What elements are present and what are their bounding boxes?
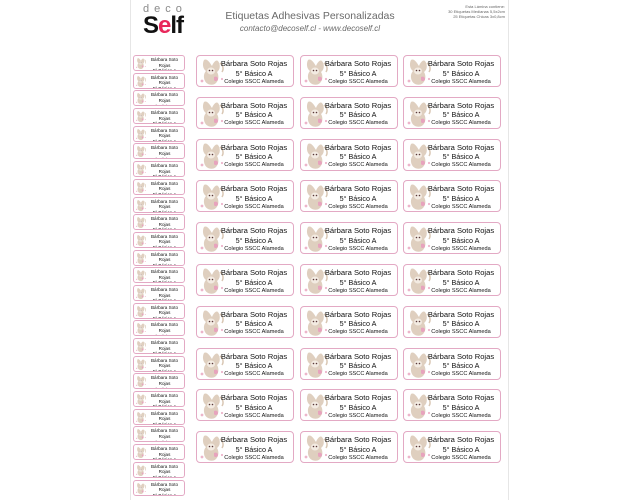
label-grade: 5° Básico A [235,193,273,203]
small-label-text [145,411,184,425]
label-name: Bárbara Soto Rojas [324,435,392,445]
small-label [133,250,185,266]
small-label-grade: 5° Básico A [152,68,177,71]
medium-label [403,55,501,87]
label-grade: 5° Básico A [235,444,273,454]
small-label-name: Bárbara Soto Rojas [150,92,179,103]
label-name: Bárbara Soto Rojas [220,393,288,403]
label-grade: 5° Básico A [442,235,480,245]
small-label-text [145,252,184,266]
small-label-name: Bárbara Soto Rojas [150,251,179,263]
medium-label [403,97,501,129]
small-label-text [145,57,184,71]
label-grade: 5° Básico A [442,402,480,412]
small-label-name: Bárbara Soto Rojas [150,286,179,298]
small-label-grade: 5° Básico A [152,421,177,425]
logo-deco-text: deco [143,3,187,15]
label-grade: 5° Básico A [442,361,480,371]
label-school: Colegio SSCC Alameda [328,203,388,210]
small-label-text [145,464,184,478]
small-label-name: Bárbara Soto Rojas [150,322,179,333]
label-name: Bárbara Soto Rojas [220,142,288,152]
small-label-grade: 5° Básico A [152,227,177,231]
small-label-name: Bárbara Soto Rojas [150,110,179,121]
label-school: Colegio SSCC Alameda [431,162,491,169]
small-label-grade: 5° Básico A [152,245,177,248]
label-grade: 5° Básico A [442,319,480,329]
small-label [133,73,185,89]
small-label-grade: 5° Básico A [152,333,177,337]
medium-label [300,139,398,171]
medium-label [403,306,501,338]
small-label [133,214,185,230]
label-name: Bárbara Soto Rojas [324,309,392,319]
label-school: Colegio SSCC Alameda [328,78,388,85]
small-label-grade: 5° Básico A [152,351,177,354]
medium-label [300,55,398,87]
medium-label [403,180,501,212]
small-label-text [145,234,184,248]
medium-label [403,264,501,296]
label-school: Colegio SSCC Alameda [224,287,284,294]
label-grade: 5° Básico A [235,68,273,78]
small-label-name: Bárbara Soto Rojas [150,74,179,86]
small-label [133,462,185,478]
small-label-text [145,75,184,89]
label-name: Bárbara Soto Rojas [324,226,392,236]
decoself-logo [143,3,203,43]
small-label-name: Bárbara Soto Rojas [150,375,179,386]
header-contact: contacto@decoself.cl - www.decoself.cl [239,24,381,33]
label-grade: 5° Básico A [442,444,480,454]
label-name: Bárbara Soto Rojas [324,59,392,68]
small-label [133,426,185,442]
label-school: Colegio SSCC Alameda [328,329,388,336]
logo-self-text: Self [143,12,184,39]
small-label-grade: 5° Básico A [152,298,177,301]
small-label [133,480,185,496]
sheet-contents-note: Esta Lámina contiene: 30 Etiquetas Medianas 5,5x2cm 25 Etiquetas Chicas 3x0,8cm [448,4,505,19]
small-label-text [145,428,184,442]
small-label [133,90,185,106]
small-label [133,444,185,460]
label-grade: 5° Básico A [339,277,377,287]
small-label-text [145,287,184,301]
small-label-grade: 5° Básico A [152,280,177,284]
small-label [133,373,185,389]
small-label [133,108,185,124]
small-label-name: Bárbara Soto Rojas [150,481,179,493]
label-school: Colegio SSCC Alameda [328,371,388,378]
small-label-grade: 5° Básico A [152,404,177,408]
medium-label [300,222,398,254]
small-label-name: Bárbara Soto Rojas [150,57,179,68]
small-label-grade: 5° Básico A [152,368,177,372]
label-name: Bárbara Soto Rojas [427,351,495,361]
small-label-text [145,393,184,407]
small-label-text [145,340,184,354]
medium-label [403,139,501,171]
label-school: Colegio SSCC Alameda [224,454,284,461]
medium-label [300,348,398,380]
medium-label [403,348,501,380]
medium-label [196,348,294,380]
medium-label [196,180,294,212]
label-grade: 5° Básico A [235,277,273,287]
medium-label [300,306,398,338]
small-label-grade: 5° Básico A [152,103,177,107]
label-name: Bárbara Soto Rojas [324,142,392,152]
label-name: Bárbara Soto Rojas [220,184,288,194]
label-grade: 5° Básico A [235,402,273,412]
label-grade: 5° Básico A [339,319,377,329]
label-name: Bárbara Soto Rojas [324,393,392,403]
label-grade: 5° Básico A [442,68,480,78]
small-label-text [145,216,184,230]
medium-label [196,431,294,463]
small-label-text [145,446,184,460]
label-school: Colegio SSCC Alameda [224,203,284,210]
label-school: Colegio SSCC Alameda [224,162,284,169]
small-label-grade: 5° Básico A [152,457,177,461]
small-label [133,285,185,301]
small-label-name: Bárbara Soto Rojas [150,410,179,422]
small-label-name: Bárbara Soto Rojas [150,340,179,351]
small-label [133,179,185,195]
label-school: Colegio SSCC Alameda [224,245,284,252]
small-label [133,126,185,142]
label-school: Colegio SSCC Alameda [431,203,491,210]
medium-label [300,180,398,212]
small-label [133,197,185,213]
label-school: Colegio SSCC Alameda [224,329,284,336]
small-label-name: Bárbara Soto Rojas [150,233,179,245]
label-name: Bárbara Soto Rojas [427,309,495,319]
small-label-grade: 5° Básico A [152,209,177,213]
medium-label [300,264,398,296]
medium-label [403,389,501,421]
small-label [133,267,185,283]
medium-label [196,264,294,296]
small-label-text [145,358,184,372]
label-grade: 5° Básico A [235,361,273,371]
medium-label [403,222,501,254]
label-name: Bárbara Soto Rojas [220,59,288,68]
small-label [133,320,185,336]
label-grade: 5° Básico A [339,361,377,371]
small-label-name: Bárbara Soto Rojas [150,163,179,174]
label-school: Colegio SSCC Alameda [224,371,284,378]
label-name: Bárbara Soto Rojas [427,184,495,194]
small-label-text [145,181,184,195]
small-label-name: Bárbara Soto Rojas [150,393,179,404]
small-label-name: Bárbara Soto Rojas [150,216,179,227]
label-school: Colegio SSCC Alameda [431,412,491,419]
label-grade: 5° Básico A [442,277,480,287]
label-name: Bárbara Soto Rojas [427,435,495,445]
label-school: Colegio SSCC Alameda [431,78,491,85]
label-name: Bárbara Soto Rojas [220,100,288,110]
label-name: Bárbara Soto Rojas [427,142,495,152]
small-label [133,143,185,159]
small-label-name: Bárbara Soto Rojas [150,127,179,139]
medium-label [196,55,294,87]
label-school: Colegio SSCC Alameda [328,412,388,419]
header-title: Etiquetas Adhesivas Personalizadas [225,10,395,22]
label-grade: 5° Básico A [339,235,377,245]
label-school: Colegio SSCC Alameda [328,162,388,169]
label-grade: 5° Básico A [339,152,377,162]
label-school: Colegio SSCC Alameda [224,78,284,85]
label-school: Colegio SSCC Alameda [328,287,388,294]
small-label-text [145,163,184,177]
label-name: Bárbara Soto Rojas [220,351,288,361]
small-label-text [145,269,184,283]
small-label-grade: 5° Básico A [152,85,177,89]
medium-label [300,389,398,421]
small-label [133,303,185,319]
label-name: Bárbara Soto Rojas [220,435,288,445]
small-label-grade: 5° Básico A [152,315,177,319]
label-name: Bárbara Soto Rojas [427,393,495,403]
small-label-text [145,199,184,213]
label-name: Bárbara Soto Rojas [427,226,495,236]
label-school: Colegio SSCC Alameda [431,329,491,336]
small-label-name: Bárbara Soto Rojas [150,357,179,369]
small-label-text [145,375,184,389]
label-school: Colegio SSCC Alameda [431,245,491,252]
small-label-grade: 5° Básico A [152,192,177,195]
label-school: Colegio SSCC Alameda [328,454,388,461]
label-school: Colegio SSCC Alameda [224,412,284,419]
label-grade: 5° Básico A [442,110,480,120]
small-label-text [145,482,184,496]
medium-label [196,306,294,338]
small-label-name: Bárbara Soto Rojas [150,428,179,440]
label-name: Bárbara Soto Rojas [427,100,495,110]
label-name: Bárbara Soto Rojas [324,268,392,277]
small-label-name: Bárbara Soto Rojas [150,446,179,457]
label-name: Bárbara Soto Rojas [324,100,392,110]
label-grade: 5° Básico A [235,235,273,245]
label-school: Colegio SSCC Alameda [431,454,491,461]
small-label-text [145,145,184,159]
label-grade: 5° Básico A [339,193,377,203]
label-name: Bárbara Soto Rojas [427,268,495,277]
label-name: Bárbara Soto Rojas [220,226,288,236]
label-grade: 5° Básico A [235,319,273,329]
small-label-grade: 5° Básico A [152,138,177,142]
small-label-text [145,92,184,106]
small-label [133,391,185,407]
small-label [133,409,185,425]
label-name: Bárbara Soto Rojas [324,184,392,194]
label-grade: 5° Básico A [339,444,377,454]
label-school: Colegio SSCC Alameda [328,245,388,252]
small-label-name: Bárbara Soto Rojas [150,463,179,475]
label-grade: 5° Básico A [339,402,377,412]
small-label-name: Bárbara Soto Rojas [150,198,179,210]
small-label [133,55,185,71]
medium-label [196,389,294,421]
small-labels-column [133,55,185,497]
label-school: Colegio SSCC Alameda [431,371,491,378]
medium-label [300,97,398,129]
small-label-name: Bárbara Soto Rojas [150,269,179,280]
small-label-text [145,305,184,319]
small-label-grade: 5° Básico A [152,262,177,266]
small-label-text [145,128,184,142]
small-label [133,232,185,248]
small-label-grade: 5° Básico A [152,121,177,125]
small-label-grade: 5° Básico A [152,475,177,478]
label-name: Bárbara Soto Rojas [324,351,392,361]
small-label-grade: 5° Básico A [152,174,177,178]
medium-label [403,431,501,463]
small-label-grade: 5° Básico A [152,492,177,496]
small-label-text [145,322,184,336]
small-label-text [145,110,184,124]
label-school: Colegio SSCC Alameda [328,120,388,127]
label-grade: 5° Básico A [235,110,273,120]
small-label-grade: 5° Básico A [152,156,177,160]
small-label [133,356,185,372]
medium-label [300,431,398,463]
small-label-name: Bárbara Soto Rojas [150,180,179,192]
medium-label [196,222,294,254]
label-grade: 5° Básico A [235,152,273,162]
label-name: Bárbara Soto Rojas [220,268,288,277]
medium-label [196,139,294,171]
small-label [133,338,185,354]
label-school: Colegio SSCC Alameda [431,120,491,127]
label-school: Colegio SSCC Alameda [431,287,491,294]
label-name: Bárbara Soto Rojas [427,59,495,68]
label-grade: 5° Básico A [442,152,480,162]
label-grade: 5° Básico A [442,193,480,203]
label-school: Colegio SSCC Alameda [224,120,284,127]
small-label-grade: 5° Básico A [152,386,177,390]
small-label-name: Bárbara Soto Rojas [150,145,179,157]
label-name: Bárbara Soto Rojas [220,309,288,319]
label-grade: 5° Básico A [339,110,377,120]
medium-label [196,97,294,129]
small-label [133,161,185,177]
small-label-grade: 5° Básico A [152,439,177,443]
small-label-name: Bárbara Soto Rojas [150,304,179,316]
label-grade: 5° Básico A [339,68,377,78]
